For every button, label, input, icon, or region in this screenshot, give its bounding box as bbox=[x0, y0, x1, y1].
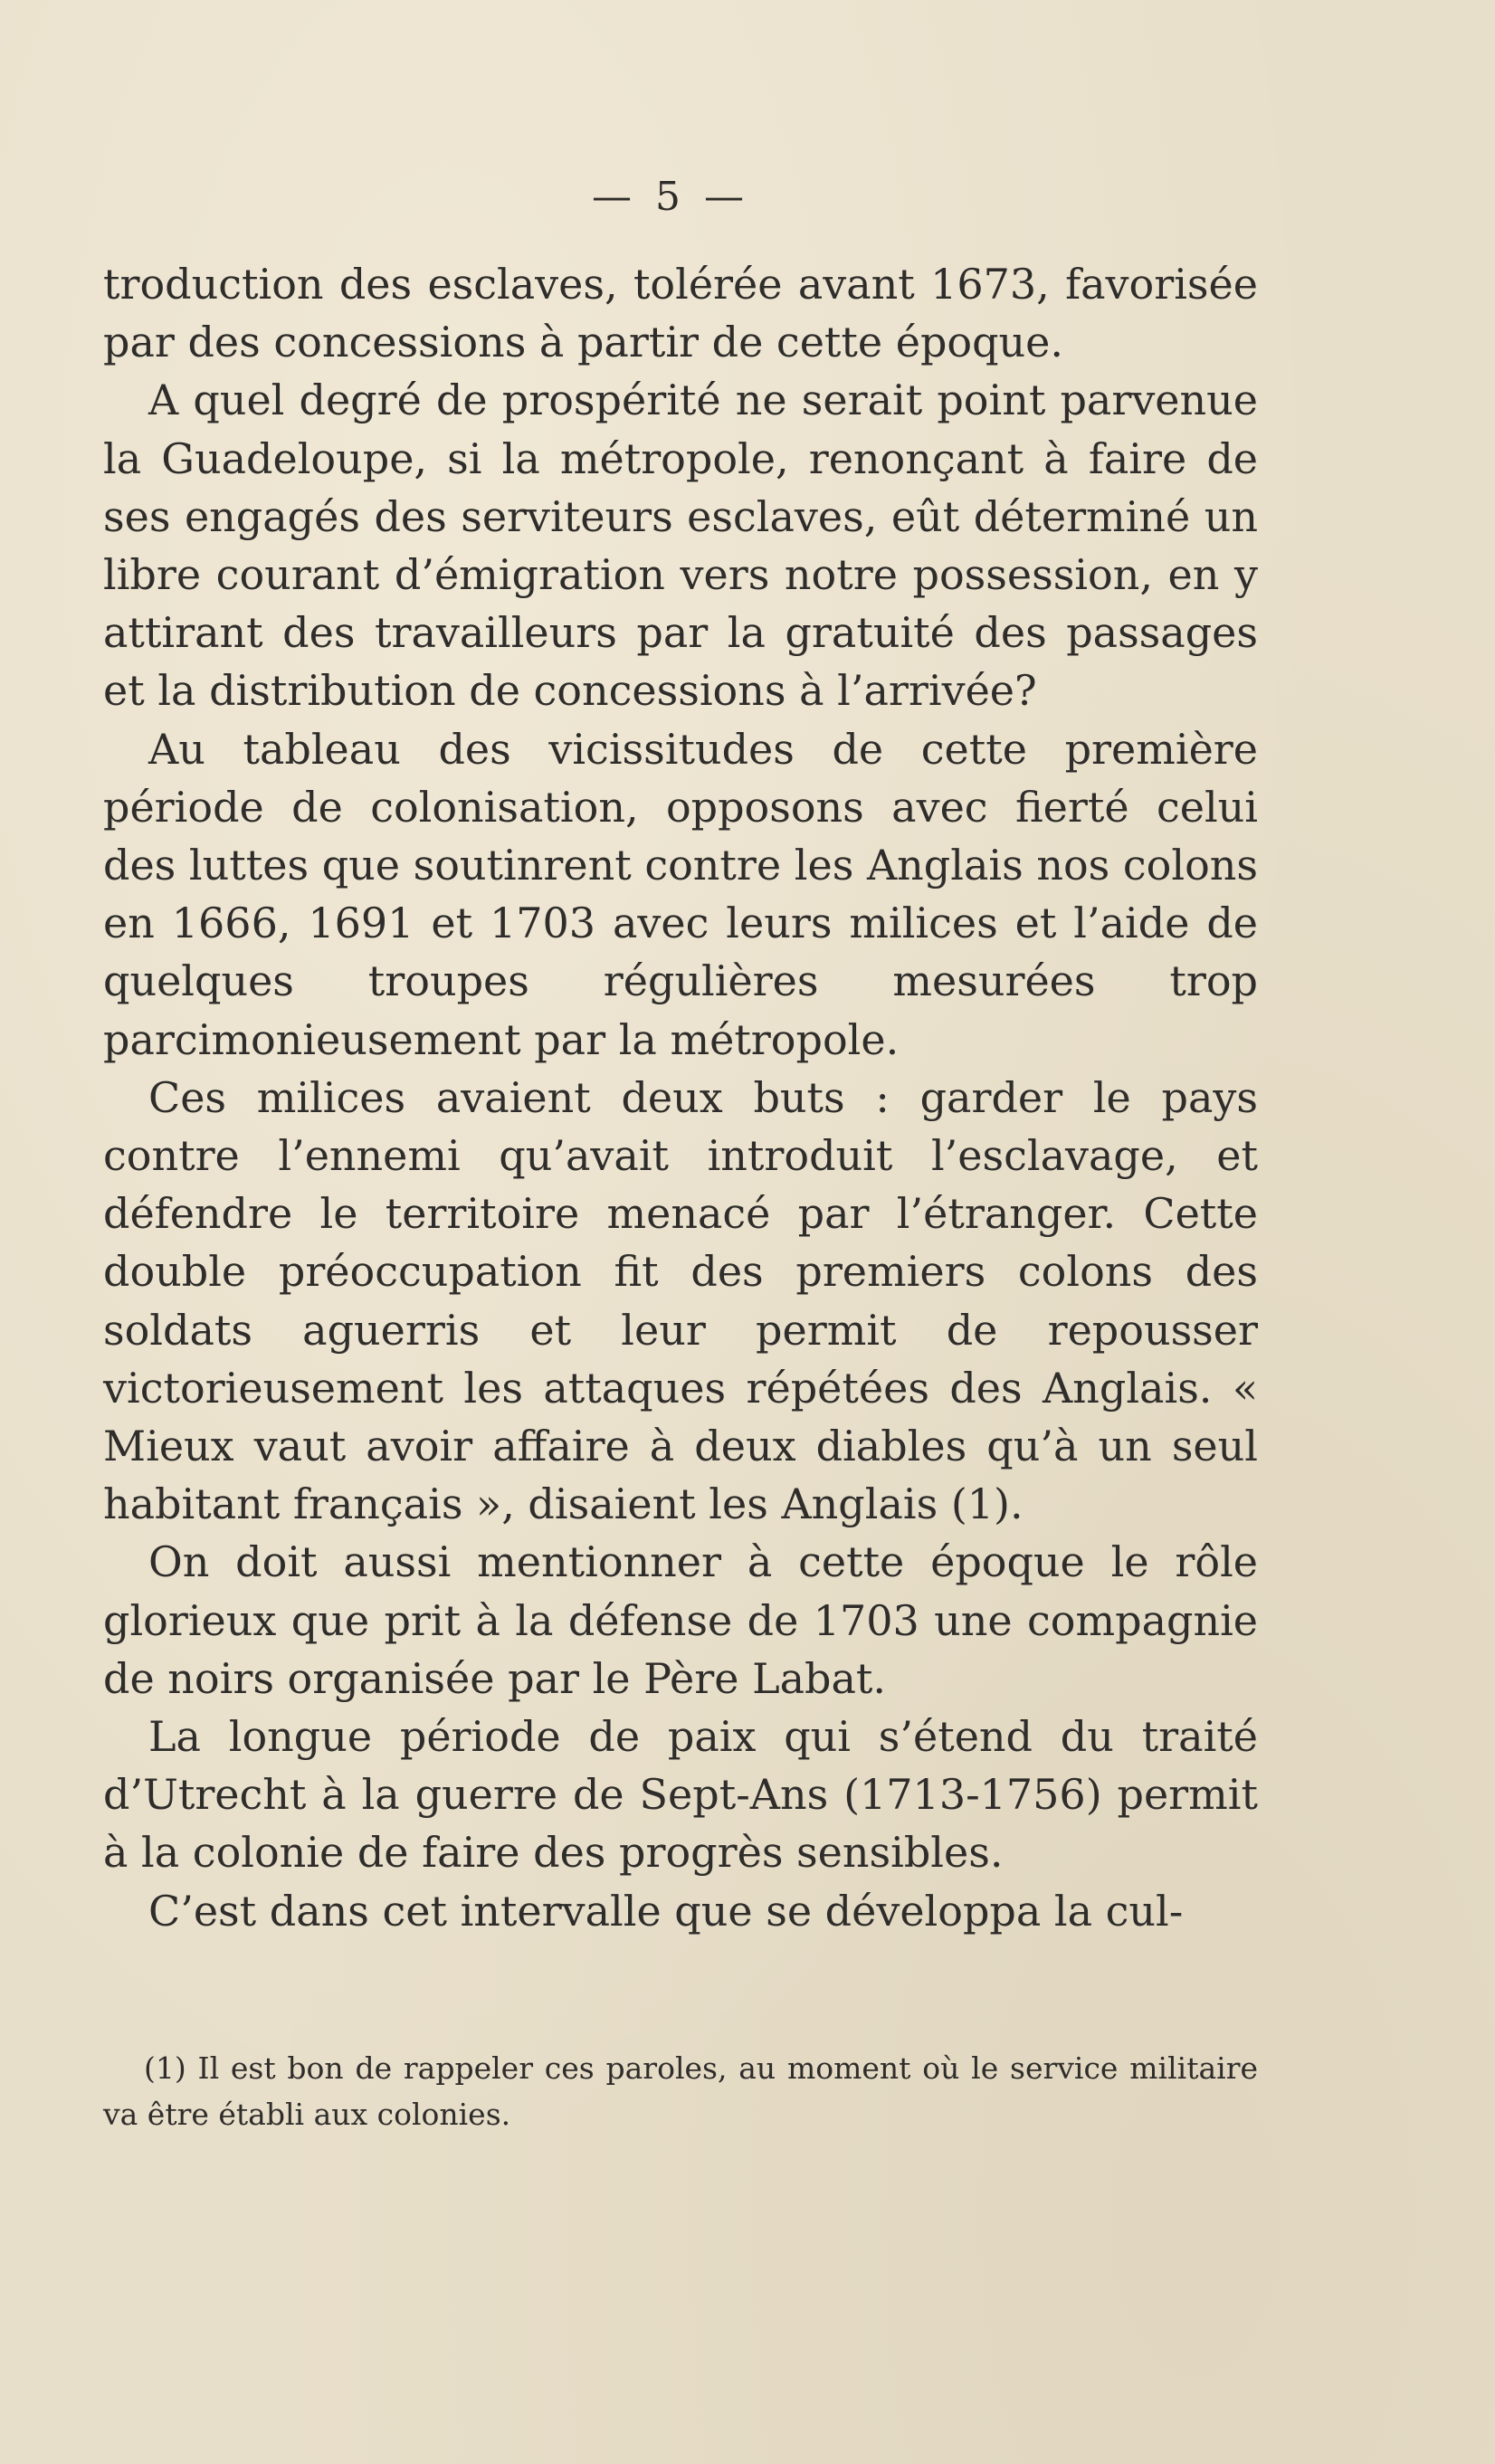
paragraph: Au tableau des vicissitudes de cette première période de colonisation, opposons avec fierté celui des luttes que soutinrent contre les Anglais nos colons en 1666, 1691 et 1703 avec leurs milices et l’aide de quelques troupes régulières mesurées trop parcimonieusement par la métropole. bbox=[103, 724, 1258, 1064]
paragraph: Ces milices avaient deux buts : garder le pays contre l’ennemi qu’avait introduit l’esclavage, et défendre le territoire menacé par l’étranger. Cette double préoccupation fit des premiers colons des soldats aguerris et leur permit de repousser victorieusement les attaques répétées des Anglais. « Mieux vaut avoir affaire à deux diables qu’à un seul habitant français », disaient les Anglais (1). bbox=[103, 1072, 1258, 1529]
paragraph: troduction des esclaves, tolérée avant 1673, favorisée par des concessions à partir de cette époque. bbox=[103, 260, 1258, 367]
body-text bbox=[103, 255, 1258, 1940]
paragraph: La longue période de paix qui s’étend du traité d’Utrecht à la guerre de Sept-Ans (1713-1756) permit à la colonie de faire des progrès sensibles. bbox=[103, 1712, 1258, 1878]
paragraph: On doit aussi mentionner à cette époque le rôle glorieux que prit à la défense de 1703 une compagnie de noirs organisée par le Père Labat. bbox=[103, 1537, 1258, 1703]
footnote bbox=[103, 2045, 1258, 2137]
footnote-text: (1) Il est bon de rappeler ces paroles, au moment où le service militaire va être établi aux colonies. bbox=[103, 2050, 1258, 2132]
paragraph: A quel degré de prospérité ne serait point parvenue la Guadeloupe, si la métropole, renonçant à faire de ses engagés des serviteurs esclaves, eût déterminé un libre courant d’émigration vers notre possession, en y attirant des travailleurs par la gratuité des passages et la distribution de concessions à l’arrivée? bbox=[103, 376, 1258, 716]
paragraph: C’est dans cet intervalle que se développa la cul- bbox=[148, 1886, 1184, 1936]
page-number: — 5 — bbox=[592, 174, 749, 220]
